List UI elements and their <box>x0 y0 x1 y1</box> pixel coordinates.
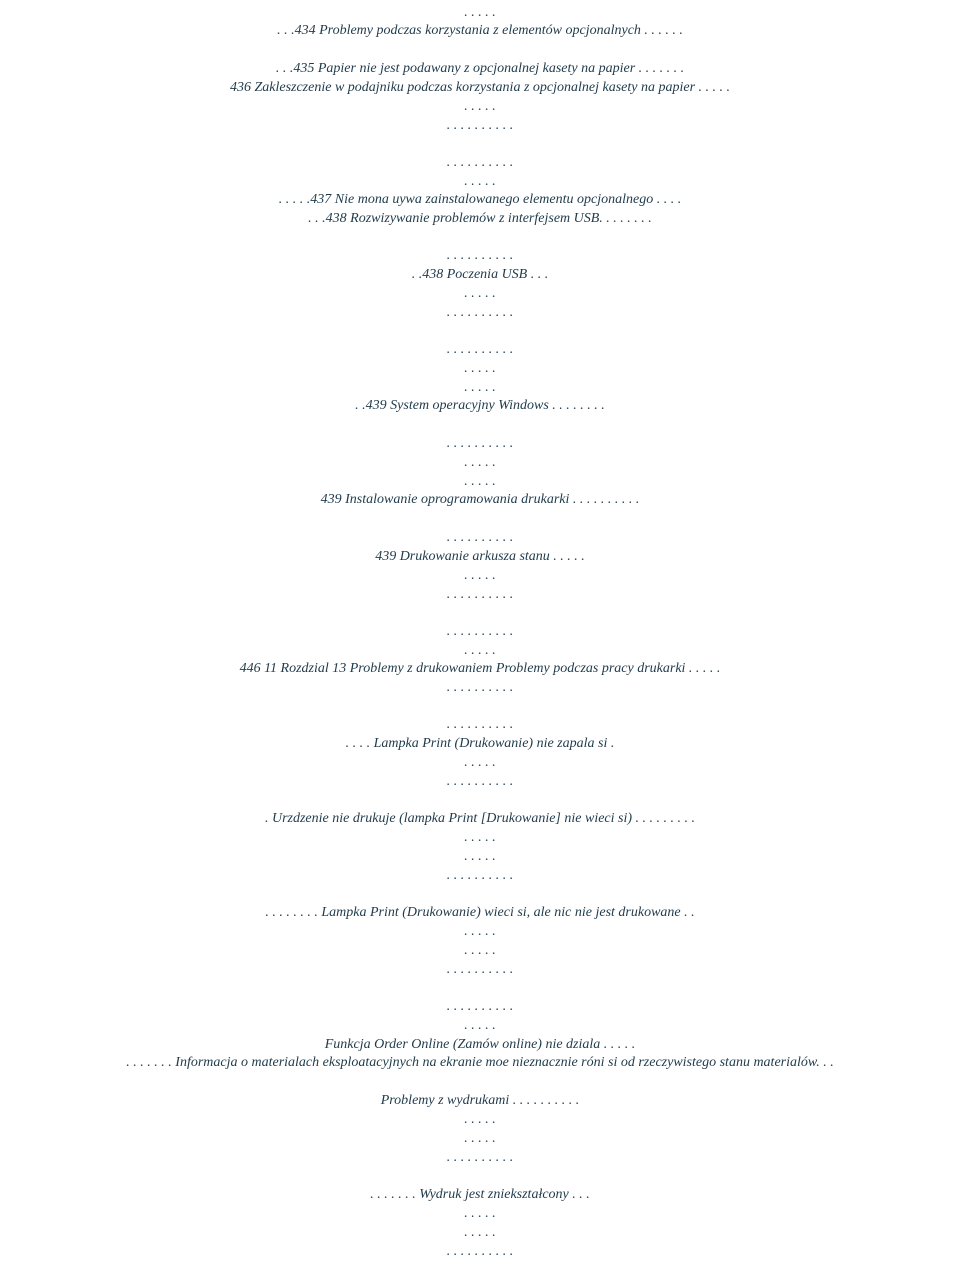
toc-line: . . . . . <box>464 1018 496 1033</box>
toc-line: Problemy z wydrukami . . . . . . . . . . <box>380 1093 580 1108</box>
toc-line: . . . . . <box>464 455 496 470</box>
toc-line: . . . . . . . . . . <box>446 587 514 602</box>
toc-line: . . . . . <box>464 849 496 864</box>
toc-line: . . . . . <box>464 1225 496 1240</box>
toc-line: . .438 Poczenia USB . . . <box>411 267 549 282</box>
toc-line: . . . . Lampka Print (Drukowanie) nie zapala si . <box>345 736 615 751</box>
toc-line: . . . . . . . . . . <box>446 436 514 451</box>
toc-line: . . . . . <box>464 474 496 489</box>
toc-line: . . . . . . . . . . <box>446 1150 514 1165</box>
toc-line: . .439 System operacyjny Windows . . . . . . . . <box>355 398 605 413</box>
toc-line: . . . . . <box>464 1131 496 1146</box>
toc-line: . . . . . . . . Lampka Print (Drukowanie) wieci si, ale nic nie jest drukowane . . <box>265 905 695 920</box>
toc-line: . . . . . . . . . . <box>446 624 514 639</box>
toc-line: . . . . . <box>464 943 496 958</box>
toc-line: . . . . . . . . . . <box>446 1244 514 1259</box>
toc-line: . . . . . <box>464 99 496 114</box>
toc-line: . . . . . . . . . . <box>446 248 514 263</box>
toc-line: 439 Drukowanie arkusza stanu . . . . . <box>375 549 585 564</box>
toc-line: Funkcja Order Online (Zamów online) nie dziala . . . . . <box>324 1037 636 1052</box>
toc-line: . . .434 Problemy podczas korzystania z elementów opcjonalnych . . . . . . <box>277 23 683 38</box>
toc-line: . . . . . <box>464 1206 496 1221</box>
toc-line: . . . . . . . . . . <box>446 962 514 977</box>
toc-line: . . . . . . . . . . <box>446 305 514 320</box>
toc-line: . . . . . . . . . . <box>446 530 514 545</box>
toc-line: 446 11 Rozdzial 13 Problemy z drukowaniem Problemy podczas pracy drukarki . . . . . <box>239 661 721 676</box>
toc-line: . . . . . . . . . . <box>446 999 514 1014</box>
toc-line: . . . . . <box>464 361 496 376</box>
toc-line: 436 Zakleszczenie w podajniku podczas korzystania z opcjonalnej kasety na papier . . . . . <box>229 80 731 95</box>
toc-line: 439 Instalowanie oprogramowania drukarki . . . . . . . . . . <box>320 492 640 507</box>
toc-line: . . . . . <box>464 755 496 770</box>
toc-line: . . . . . . . . . . <box>446 118 514 133</box>
toc-line: . Urzdzenie nie drukuje (lampka Print [Drukowanie] nie wieci si) . . . . . . . . . <box>264 811 696 826</box>
toc-line: . . . . . . . . . . <box>446 717 514 732</box>
toc-line: . . . . . . . Wydruk jest zniekształcony . . . <box>370 1187 590 1202</box>
toc-line: . . . . . <box>464 286 496 301</box>
toc-line: . . . . . . . . . . <box>446 868 514 883</box>
toc-line: . . . . . <box>464 1112 496 1127</box>
toc-line: . . . . .437 Nie mona uywa zainstalowanego elementu opcjonalnego . . . . <box>278 192 682 207</box>
toc-line: . . .438 Rozwizywanie problemów z interfejsem USB. . . . . . . . <box>308 211 652 226</box>
toc-line: . . . . . <box>464 924 496 939</box>
toc-line: . . . . . . . . . . <box>446 342 514 357</box>
toc-line: . . . . . <box>464 380 496 395</box>
toc-line: . . . . . <box>464 643 496 658</box>
toc-line: . . . . . <box>464 174 496 189</box>
toc-line: . . . . . . . Informacja o materialach eksploatacyjnych na ekranie moe nieznacznie róni si od rzeczywistego stanu materialów. . . <box>126 1055 834 1070</box>
toc-line: . . . . . . . . . . <box>446 155 514 170</box>
toc-line: . . . . . <box>464 5 496 20</box>
toc-line: . . . . . <box>464 568 496 583</box>
toc-line: . . .435 Papier nie jest podawany z opcjonalnej kasety na papier . . . . . . . <box>275 61 685 76</box>
toc-line: . . . . . . . . . . <box>446 774 514 789</box>
toc-line: . . . . . . . . . . <box>446 680 514 695</box>
toc-line: . . . . . <box>464 830 496 845</box>
